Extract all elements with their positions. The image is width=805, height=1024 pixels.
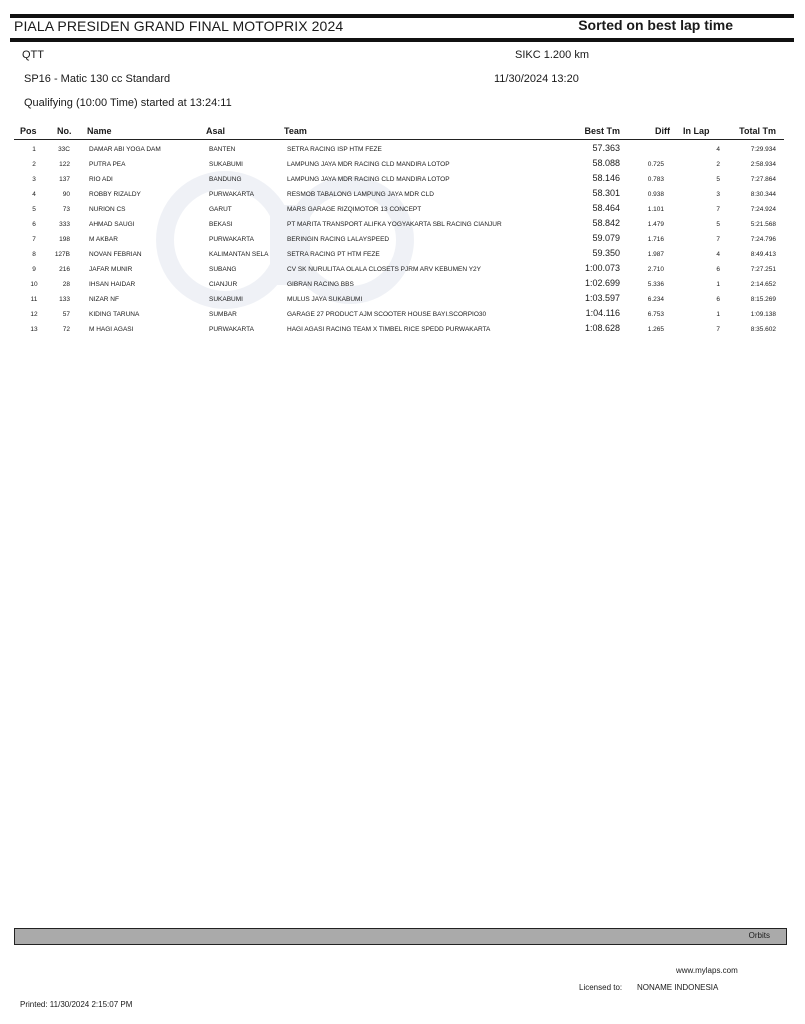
cell-asal: PURWAKARTA bbox=[209, 326, 254, 333]
cell-name: KIDING TARUNA bbox=[89, 311, 140, 318]
cell-inlap: 6 bbox=[716, 266, 720, 273]
cell-asal: GARUT bbox=[209, 206, 232, 213]
table-row bbox=[0, 262, 805, 277]
cell-no: 333 bbox=[59, 221, 70, 228]
cell-diff: 6.234 bbox=[647, 296, 664, 303]
cell-inlap: 2 bbox=[716, 161, 720, 168]
cell-total: 7:24.924 bbox=[750, 206, 776, 213]
cell-total: 7:27.251 bbox=[750, 266, 776, 273]
table-row bbox=[0, 202, 805, 217]
cell-total: 2:14.652 bbox=[750, 281, 776, 288]
cell-total: 8:49.413 bbox=[750, 251, 776, 258]
event-title: PIALA PRESIDEN GRAND FINAL MOTOPRIX 2024 bbox=[14, 18, 344, 34]
printed-timestamp: Printed: 11/30/2024 2:15:07 PM bbox=[20, 1000, 133, 1009]
licensee-name: NONAME INDONESIA bbox=[637, 983, 719, 992]
sort-label: Sorted on best lap time bbox=[578, 17, 733, 33]
cell-inlap: 4 bbox=[716, 146, 720, 153]
cell-inlap: 6 bbox=[716, 296, 720, 303]
cell-best: 58.301 bbox=[592, 188, 620, 198]
cell-diff: 0.725 bbox=[647, 161, 664, 168]
col-diff: Diff bbox=[655, 126, 670, 136]
header-underline bbox=[14, 139, 784, 140]
cell-no: 72 bbox=[62, 326, 70, 333]
cell-asal: SUMBAR bbox=[209, 311, 237, 318]
cell-name: M HAGI AGASI bbox=[89, 326, 134, 333]
cell-diff: 1.101 bbox=[647, 206, 664, 213]
cell-total: 2:58.934 bbox=[750, 161, 776, 168]
cell-pos: 5 bbox=[32, 206, 36, 213]
cell-team: MULUS JAYA SUKABUMI bbox=[287, 296, 363, 303]
cell-name: NIZAR NF bbox=[89, 296, 119, 303]
cell-total: 8:15.269 bbox=[750, 296, 776, 303]
cell-no: 198 bbox=[59, 236, 70, 243]
cell-no: 133 bbox=[59, 296, 70, 303]
cell-pos: 4 bbox=[32, 191, 36, 198]
cell-asal: SUBANG bbox=[209, 266, 237, 273]
cell-name: NOVAN FEBRIAN bbox=[89, 251, 142, 258]
cell-pos: 8 bbox=[32, 251, 36, 258]
table-row bbox=[0, 142, 805, 157]
cell-pos: 9 bbox=[32, 266, 36, 273]
cell-team: LAMPUNG JAYA MDR RACING CLD MANDIRA LOTOP bbox=[287, 176, 450, 183]
cell-best: 1:00.073 bbox=[584, 263, 620, 273]
cell-no: 33C bbox=[58, 146, 70, 153]
cell-total: 7:29.934 bbox=[750, 146, 776, 153]
cell-diff: 6.753 bbox=[647, 311, 664, 318]
cell-no: 216 bbox=[59, 266, 70, 273]
cell-inlap: 7 bbox=[716, 326, 720, 333]
cell-best: 59.079 bbox=[592, 233, 620, 243]
cell-team: CV SK NURULITAA OLALA CLOSETS PJRM ARV KEBUMEN Y2Y bbox=[287, 266, 481, 273]
cell-no: 28 bbox=[62, 281, 70, 288]
footer-bar-label: Orbits bbox=[748, 931, 770, 940]
cell-diff: 5.336 bbox=[647, 281, 664, 288]
table-row bbox=[0, 172, 805, 187]
cell-asal: BANTEN bbox=[209, 146, 236, 153]
cell-diff: 1.479 bbox=[647, 221, 664, 228]
cell-asal: SUKABUMI bbox=[209, 161, 243, 168]
cell-diff: 1.987 bbox=[647, 251, 664, 258]
cell-name: DAMAR ABI YOGA DAM bbox=[89, 146, 161, 153]
cell-best: 57.363 bbox=[592, 143, 620, 153]
cell-total: 7:27.864 bbox=[750, 176, 776, 183]
cell-total: 7:24.796 bbox=[750, 236, 776, 243]
cell-best: 58.464 bbox=[592, 203, 620, 213]
table-row bbox=[0, 157, 805, 172]
results-table bbox=[0, 142, 805, 337]
col-pos: Pos bbox=[20, 126, 37, 136]
cell-name: JAFAR MUNIR bbox=[89, 266, 133, 273]
table-row bbox=[0, 217, 805, 232]
col-no: No. bbox=[57, 126, 72, 136]
cell-no: 57 bbox=[62, 311, 70, 318]
table-row bbox=[0, 187, 805, 202]
cell-best: 1:08.628 bbox=[584, 323, 620, 333]
cell-team: BERINGIN RACING LALAYSPEED bbox=[287, 236, 390, 243]
session-info: Qualifying (10:00 Time) started at 13:24:11 bbox=[24, 97, 232, 109]
cell-name: ROBBY RIZALDY bbox=[89, 191, 141, 198]
cell-asal: BEKASI bbox=[209, 221, 233, 228]
website-link[interactable]: www.mylaps.com bbox=[676, 966, 738, 975]
cell-total: 5:21.568 bbox=[750, 221, 776, 228]
cell-total: 8:30.344 bbox=[750, 191, 776, 198]
table-row bbox=[0, 247, 805, 262]
col-name: Name bbox=[87, 126, 112, 136]
cell-pos: 12 bbox=[30, 311, 38, 318]
cell-best: 58.842 bbox=[592, 218, 620, 228]
cell-pos: 13 bbox=[30, 326, 38, 333]
cell-pos: 3 bbox=[32, 176, 36, 183]
cell-total: 1:09.138 bbox=[750, 311, 776, 318]
class-name: SP16 - Matic 130 cc Standard bbox=[24, 73, 171, 85]
cell-inlap: 7 bbox=[716, 236, 720, 243]
cell-best: 1:02.699 bbox=[584, 278, 620, 288]
header-rule bbox=[10, 38, 794, 42]
cell-diff: 1.716 bbox=[647, 236, 664, 243]
cell-team: SETRA RACING PT HTM FEZE bbox=[287, 251, 380, 258]
cell-name: IHSAN HAIDAR bbox=[89, 281, 136, 288]
cell-no: 122 bbox=[59, 161, 70, 168]
cell-pos: 11 bbox=[30, 296, 38, 303]
cell-pos: 7 bbox=[32, 236, 36, 243]
cell-asal: PURWAKARTA bbox=[209, 236, 254, 243]
cell-pos: 10 bbox=[30, 281, 38, 288]
cell-team: GIBRAN RACING BBS bbox=[287, 281, 354, 288]
cell-diff: 1.265 bbox=[647, 326, 664, 333]
cell-asal: KALIMANTAN SELA bbox=[209, 251, 269, 258]
session-datetime: 11/30/2024 13:20 bbox=[494, 73, 579, 85]
cell-asal: SUKABUMI bbox=[209, 296, 243, 303]
col-best: Best Tm bbox=[584, 126, 620, 136]
cell-pos: 2 bbox=[32, 161, 36, 168]
session-code: QTT bbox=[22, 49, 44, 61]
cell-team: SETRA RACING ISP HTM FEZE bbox=[287, 146, 382, 153]
cell-inlap: 1 bbox=[716, 311, 720, 318]
table-header bbox=[0, 126, 805, 140]
cell-inlap: 7 bbox=[716, 206, 720, 213]
col-inlap: In Lap bbox=[683, 126, 710, 136]
cell-team: MARS GARAGE RIZQIMOTOR 13 CONCEPT bbox=[287, 206, 422, 213]
cell-best: 1:03.597 bbox=[584, 293, 620, 303]
cell-inlap: 3 bbox=[716, 191, 720, 198]
cell-inlap: 4 bbox=[716, 251, 720, 258]
table-row bbox=[0, 292, 805, 307]
cell-inlap: 1 bbox=[716, 281, 720, 288]
cell-no: 90 bbox=[62, 191, 70, 198]
cell-asal: PURWAKARTA bbox=[209, 191, 254, 198]
cell-team: LAMPUNG JAYA MDR RACING CLD MANDIRA LOTOP bbox=[287, 161, 450, 168]
cell-name: M AKBAR bbox=[89, 236, 118, 243]
cell-best: 59.350 bbox=[592, 248, 620, 258]
cell-team: HAGI AGASI RACING TEAM X TIMBEL RICE SPEDD PURWAKARTA bbox=[287, 326, 491, 333]
cell-team: PT MARITA TRANSPORT ALIFKA YOGYAKARTA SBL RACING CIANJUR bbox=[287, 221, 502, 228]
table-row bbox=[0, 322, 805, 337]
table-row bbox=[0, 307, 805, 322]
cell-best: 58.146 bbox=[592, 173, 620, 183]
cell-asal: CIANJUR bbox=[209, 281, 238, 288]
col-team: Team bbox=[284, 126, 307, 136]
cell-inlap: 5 bbox=[716, 176, 720, 183]
cell-team: GARAGE 27 PRODUCT AJM SCOOTER HOUSE BAYI.SCORPIO30 bbox=[287, 311, 487, 318]
cell-name: RIO ADI bbox=[89, 176, 113, 183]
col-total: Total Tm bbox=[739, 126, 776, 136]
cell-best: 1:04.116 bbox=[585, 308, 620, 318]
cell-asal: BANDUNG bbox=[209, 176, 242, 183]
cell-diff: 0.938 bbox=[647, 191, 664, 198]
cell-no: 127B bbox=[54, 251, 70, 258]
table-row bbox=[0, 277, 805, 292]
cell-diff: 0.783 bbox=[647, 176, 664, 183]
cell-pos: 6 bbox=[32, 221, 36, 228]
cell-pos: 1 bbox=[32, 146, 36, 153]
licensed-label: Licensed to: bbox=[579, 983, 623, 992]
footer-bar bbox=[14, 928, 787, 945]
cell-name: AHMAD SAUGI bbox=[89, 221, 135, 228]
cell-inlap: 5 bbox=[716, 221, 720, 228]
cell-name: NURION CS bbox=[89, 206, 126, 213]
cell-diff: 2.710 bbox=[647, 266, 664, 273]
table-row bbox=[0, 232, 805, 247]
track-info: SIKC 1.200 km bbox=[515, 49, 589, 61]
cell-team: RESMOB TABALONG LAMPUNG JAYA MDR CLD bbox=[287, 191, 434, 198]
col-asal: Asal bbox=[206, 126, 226, 136]
cell-name: PUTRA PEA bbox=[89, 161, 126, 168]
cell-no: 137 bbox=[59, 176, 70, 183]
cell-total: 8:35.602 bbox=[750, 326, 776, 333]
cell-no: 73 bbox=[62, 206, 70, 213]
cell-best: 58.088 bbox=[592, 158, 620, 168]
